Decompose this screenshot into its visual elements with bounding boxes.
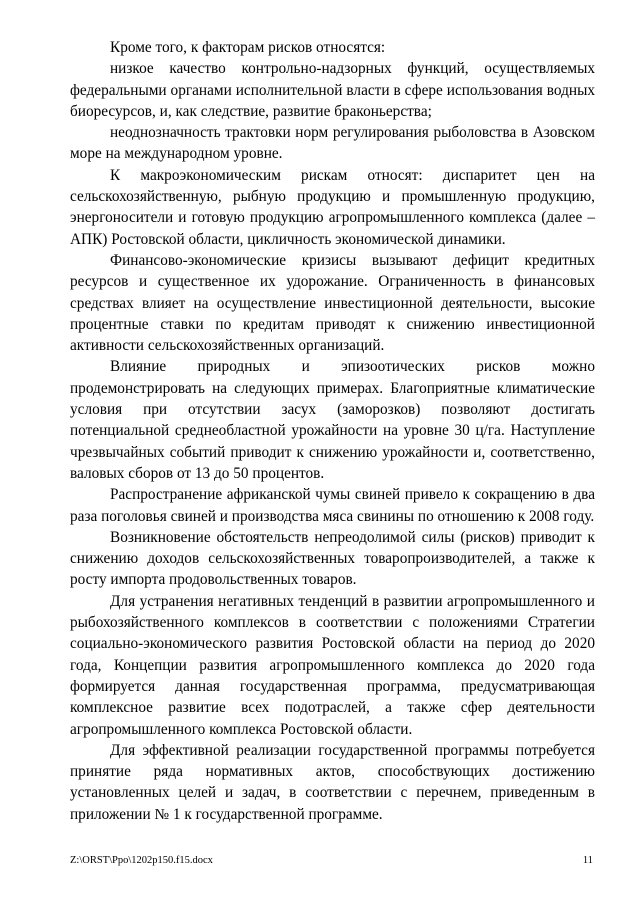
paragraph-financial-crises: Финансово-экономические кризисы вызывают дефицит кредитных ресурсов и существенное их удорожание. Ограниченность в финансовых средствах влияет на осуществление инвестиционной деятельности, высокие процентные ставки по кредитам приводят к снижению инвестиционной активности сельскохозяйственных организаций. — [70, 251, 595, 355]
paragraph-fishing-regulation: неоднозначность трактовки норм регулирования рыболовства в Азовском море на международном уровне. — [70, 124, 595, 163]
footer-file-path: Z:\ORST\Ppo\1202p150.f15.docx — [70, 855, 213, 866]
paragraph-macroeconomic-risks: К макроэкономическим рискам относят: диспаритет цен на сельскохозяйственную, рыбную продукцию и промышленную продукцию, энергоносители и готовую продукцию агропромышленного комплекса (далее – АПК) Ростовской области, цикличность экономической динамики. — [70, 166, 595, 248]
paragraph-program-implementation: Для эффективной реализации государственной программы потребуется принятие ряда нормативных актов, способствующих достижению установленных целей и задач, в соответствии с перечнем, приведенным в приложении № 1 к государственной программе. — [70, 741, 595, 823]
paragraph-negative-trends: Для устранения негативных тенденций в развитии агропромышленного и рыбохозяйственного комплексов в соответствии с положениями Стратегии социально-экономического развития Ростовской области на период до 2020 года, Концепции развития агропромышленного комплекса до 2020 года формируется данная государственная программа, предусматривающая комплексное развитие всех подотраслей, а также сфер деятельности агропромышленного комплекса Ростовской области. — [70, 592, 595, 738]
paragraph-force-majeure: Возникновение обстоятельств непреодолимой силы (рисков) приводит к снижению доходов сельскохозяйственных товаропроизводителей, а также к росту импорта продовольственных товаров. — [70, 528, 595, 589]
footer-page-number: 11 — [582, 855, 593, 866]
paragraph-natural-risks: Влияние природных и эпизоотических рисков можно продемонстрировать на следующих примерах. Благоприятные климатические условия при отсутствии засух (заморозков) позволяют достигать потенциальной среднеобластной урожайности на уровне 30 ц/га. Наступление чрезвычайных событий приводит к снижению урожайности и, соответственно, валовых сборов от 13 до 50 процентов. — [70, 358, 595, 482]
paragraph-swine-fever: Распространение африканской чумы свиней привело к сокращению в два раза поголовья свиней и производства мяса свинины по отношению к 2008 году. — [70, 486, 595, 525]
paragraph-risk-factors-intro: Кроме того, к факторам рисков относятся: — [110, 39, 386, 56]
document-body — [70, 37, 595, 825]
paragraph-control-functions: низкое качество контрольно-надзорных функций, осуществляемых федеральными органами исполнительной власти в сфере использования водных биоресурсов, и, как следствие, развитие браконьерства; — [70, 60, 595, 120]
